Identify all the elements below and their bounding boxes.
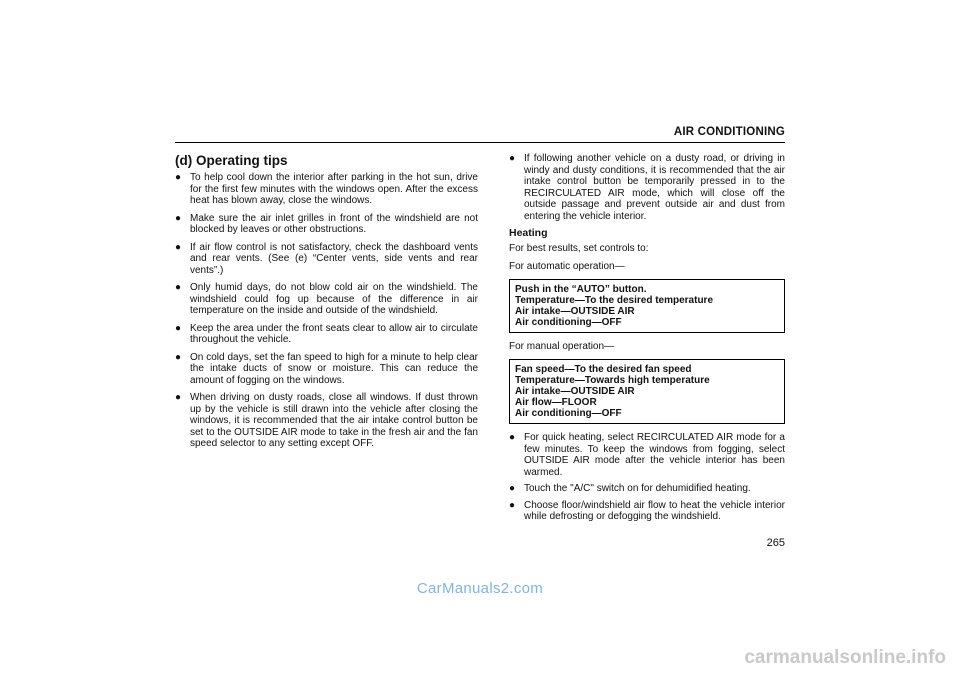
bullet-icon: ● — [509, 499, 516, 511]
bullet-icon: ● — [175, 212, 182, 224]
list-item-text: If air flow control is not satisfactory, check the dashboard vents and rear vents. (See (e) “Center vents, side vents and rear vents”.) — [190, 241, 478, 276]
list-item-text: If following another vehicle on a dusty road, or driving in windy and dusty conditions, it is recommended that the air intake control button be temporarily pressed in to the RECIRCULATED AIR mode, which will close off the outside passage and prevent outside air and dust from entering the vehicle interior. — [524, 153, 785, 222]
bullet-icon: ● — [509, 432, 516, 443]
automatic-operation-label: For automatic operation— — [509, 261, 625, 272]
best-results-text: For best results, set controls to: — [509, 243, 649, 254]
list-item — [175, 213, 478, 236]
page-header-title: AIR CONDITIONING — [673, 126, 785, 138]
bullet-icon: ● — [175, 392, 182, 403]
list-item — [509, 483, 785, 495]
list-item — [175, 323, 478, 346]
list-item — [175, 172, 478, 207]
bullet-icon: ● — [509, 483, 516, 494]
dusty-road-list — [509, 153, 785, 222]
list-item — [175, 392, 478, 450]
box-line: Push in the “AUTO” button. — [515, 284, 647, 295]
bullet-icon: ● — [175, 172, 182, 183]
list-item-text: When driving on dusty roads, close all windows. If dust thrown up by the vehicle is still drawn into the vehicle after closing the windows, it is recommended that the air intake control button be set to the OUTSIDE AIR mode to take in the fresh air and the fan speed selector to any setting except OFF. — [190, 392, 478, 449]
list-item — [509, 153, 785, 222]
right-column — [509, 153, 785, 528]
bullet-icon: ● — [175, 351, 182, 363]
box-line: Temperature—To the desired temperature — [515, 295, 714, 306]
list-item — [175, 352, 478, 387]
box-line: Temperature—Towards high temperature — [515, 375, 710, 386]
list-item — [175, 282, 478, 317]
manual-settings-box — [509, 359, 785, 424]
manual-operation-label: For manual operation— — [509, 341, 615, 352]
page-number: 265 — [766, 537, 785, 549]
list-item-text: To help cool down the interior after parking in the hot sun, drive for the first few minutes with the windows open. After the excess heat has blown away, close the windows. — [190, 172, 478, 206]
section-heading: (d) Operating tips — [175, 153, 288, 168]
list-item-text: For quick heating, select RECIRCULATED AIR mode for a few minutes. To keep the windows from fogging, select OUTSIDE AIR mode after the vehicle interior has been warmed. — [524, 432, 785, 478]
heating-tips-list — [509, 432, 785, 523]
list-item-text: Only humid days, do not blow cold air on the windshield. The windshield could fog up because of the difference in air temperature on the inside and outside of the windshield. — [190, 282, 478, 316]
left-column — [175, 153, 478, 456]
watermark-link[interactable]: CarManuals2.com — [416, 580, 544, 597]
box-line: Air conditioning—OFF — [515, 408, 622, 419]
header-rule — [175, 142, 785, 143]
list-item — [509, 500, 785, 523]
box-line: Fan speed—To the desired fan speed — [515, 364, 692, 375]
list-item-text: On cold days, set the fan speed to high for a minute to help clear the intake ducts of snow or moisture. This can reduce the amount of fogging on the windows. — [190, 351, 478, 386]
bullet-icon: ● — [175, 241, 182, 253]
list-item-text: Keep the area under the front seats clear to allow air to circulate throughout the vehicle. — [190, 322, 478, 345]
heating-heading: Heating — [509, 227, 548, 239]
box-line: Air conditioning—OFF — [515, 317, 622, 328]
watermark-footer: carmanualsonline.info — [744, 647, 946, 668]
list-item-text: Make sure the air inlet grilles in front of the windshield are not blocked by leaves or other obstructions. — [190, 212, 478, 235]
list-item — [175, 242, 478, 277]
box-line: Air intake—OUTSIDE AIR — [515, 386, 635, 397]
bullet-icon: ● — [175, 322, 182, 334]
automatic-settings-box — [509, 279, 785, 333]
list-item — [509, 432, 785, 478]
list-item-text: Touch the "A/C" switch on for dehumidified heating. — [524, 483, 751, 494]
box-line: Air intake—OUTSIDE AIR — [515, 306, 635, 317]
bullet-icon: ● — [175, 282, 182, 293]
list-item-text: Choose floor/windshield air flow to heat the vehicle interior while defrosting or defogging the windshield. — [524, 499, 785, 522]
bullet-icon: ● — [509, 153, 516, 164]
box-line: Air flow—FLOOR — [515, 397, 597, 408]
operating-tips-list — [175, 172, 478, 450]
